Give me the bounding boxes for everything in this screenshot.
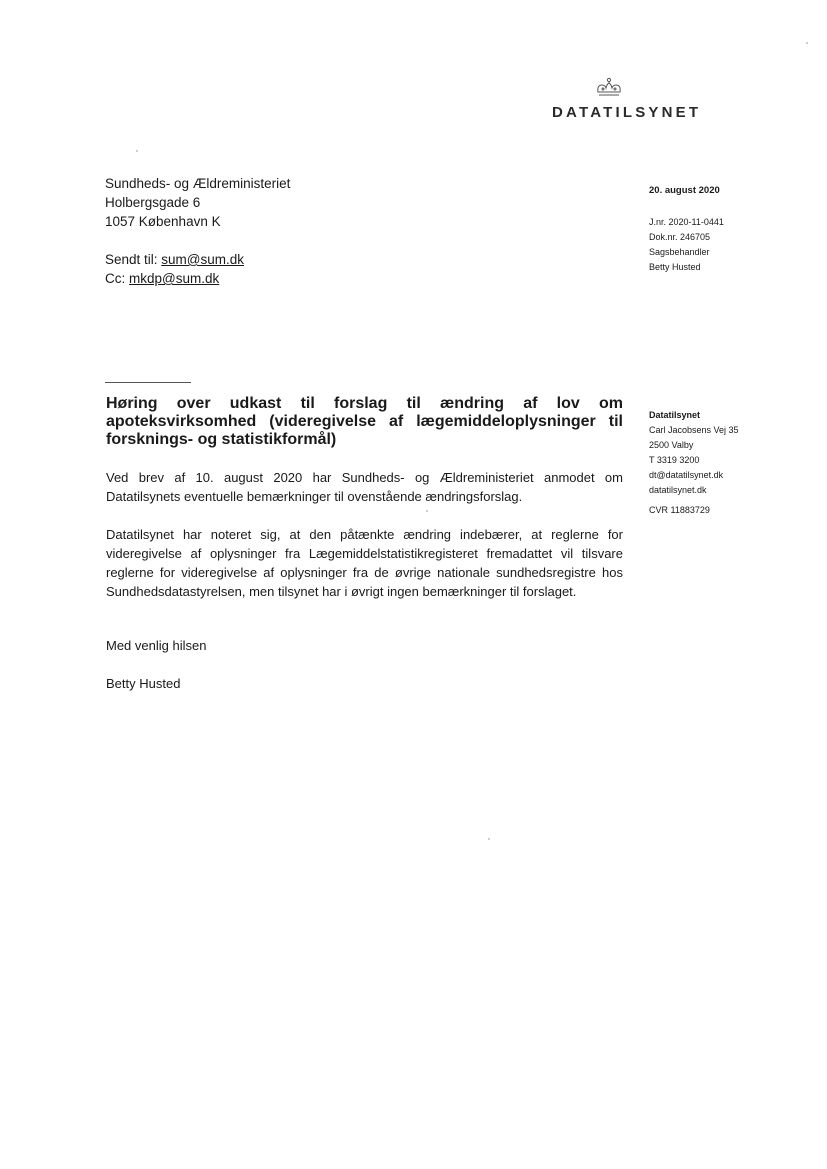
scan-speck — [806, 42, 808, 44]
org-cvr: CVR 11883729 — [649, 505, 710, 515]
scan-speck — [136, 150, 138, 152]
sent-to-label: Sendt til: — [105, 252, 162, 267]
letter-title: Høring over udkast til forslag til ændring af lov om apoteksvirksomhed (videregivelse af lægemiddeloplysninger til forsknings- og statistikformål) — [106, 395, 623, 448]
scan-speck — [488, 838, 490, 840]
organization-block — [649, 408, 739, 498]
cc-line — [105, 269, 244, 288]
org-phone: T 3319 3200 — [649, 455, 700, 465]
journal-number: J.nr. 2020-11-0441 — [649, 217, 724, 227]
divider-line — [105, 382, 191, 383]
paragraph-2: Datatilsynet har noteret sig, at den påtænkte ændring indebærer, at reglerne for videregivelse af oplysninger fra Lægemiddelstatistikregisteret fremadattet vil tilsvare reglerne for videregivelse af oplysninger fra de øvrige nationale sundhedsregistre hos Sundhedsdatastyrelsen, men tilsynet har i øvrigt ingen bemærkninger til forslaget. — [106, 527, 623, 599]
sent-to-email-link[interactable]: sum@sum.dk — [161, 252, 245, 267]
cc-email-link[interactable]: mkdp@sum.dk — [129, 271, 220, 286]
closing-salutation: Med venlig hilsen — [106, 638, 207, 653]
org-website: datatilsynet.dk — [649, 485, 707, 495]
recipient-address — [105, 174, 290, 231]
case-handler-label: Sagsbehandler — [649, 247, 710, 257]
scan-speck — [426, 510, 428, 512]
org-name: Datatilsynet — [649, 410, 701, 420]
cc-label: Cc: — [105, 271, 130, 286]
paragraph-1: Ved brev af 10. august 2020 har Sundheds- og Ældreministeriet anmodet om Datatilsynets eventuelle bemærkninger til ovenstående ændringsforslag. — [106, 470, 623, 504]
org-email: dt@datatilsynet.dk — [649, 470, 724, 480]
recipient-street: Holbergsgade 6 — [105, 195, 201, 210]
letter-date: 20. august 2020 — [649, 185, 720, 196]
recipient-city: 1057 København K — [105, 214, 221, 229]
logo-wordmark: DATATILSYNET — [552, 104, 702, 121]
sent-to-line — [105, 250, 244, 269]
signer-name: Betty Husted — [106, 676, 181, 691]
case-handler-name: Betty Husted — [649, 262, 701, 272]
sent-block — [105, 250, 244, 288]
recipient-name: Sundheds- og Ældreministeriet — [105, 176, 291, 191]
org-street: Carl Jacobsens Vej 35 — [649, 425, 739, 435]
reference-block — [649, 215, 724, 275]
document-number: Dok.nr. 246705 — [649, 232, 711, 242]
org-city: 2500 Valby — [649, 440, 694, 450]
crown-icon — [594, 76, 624, 98]
